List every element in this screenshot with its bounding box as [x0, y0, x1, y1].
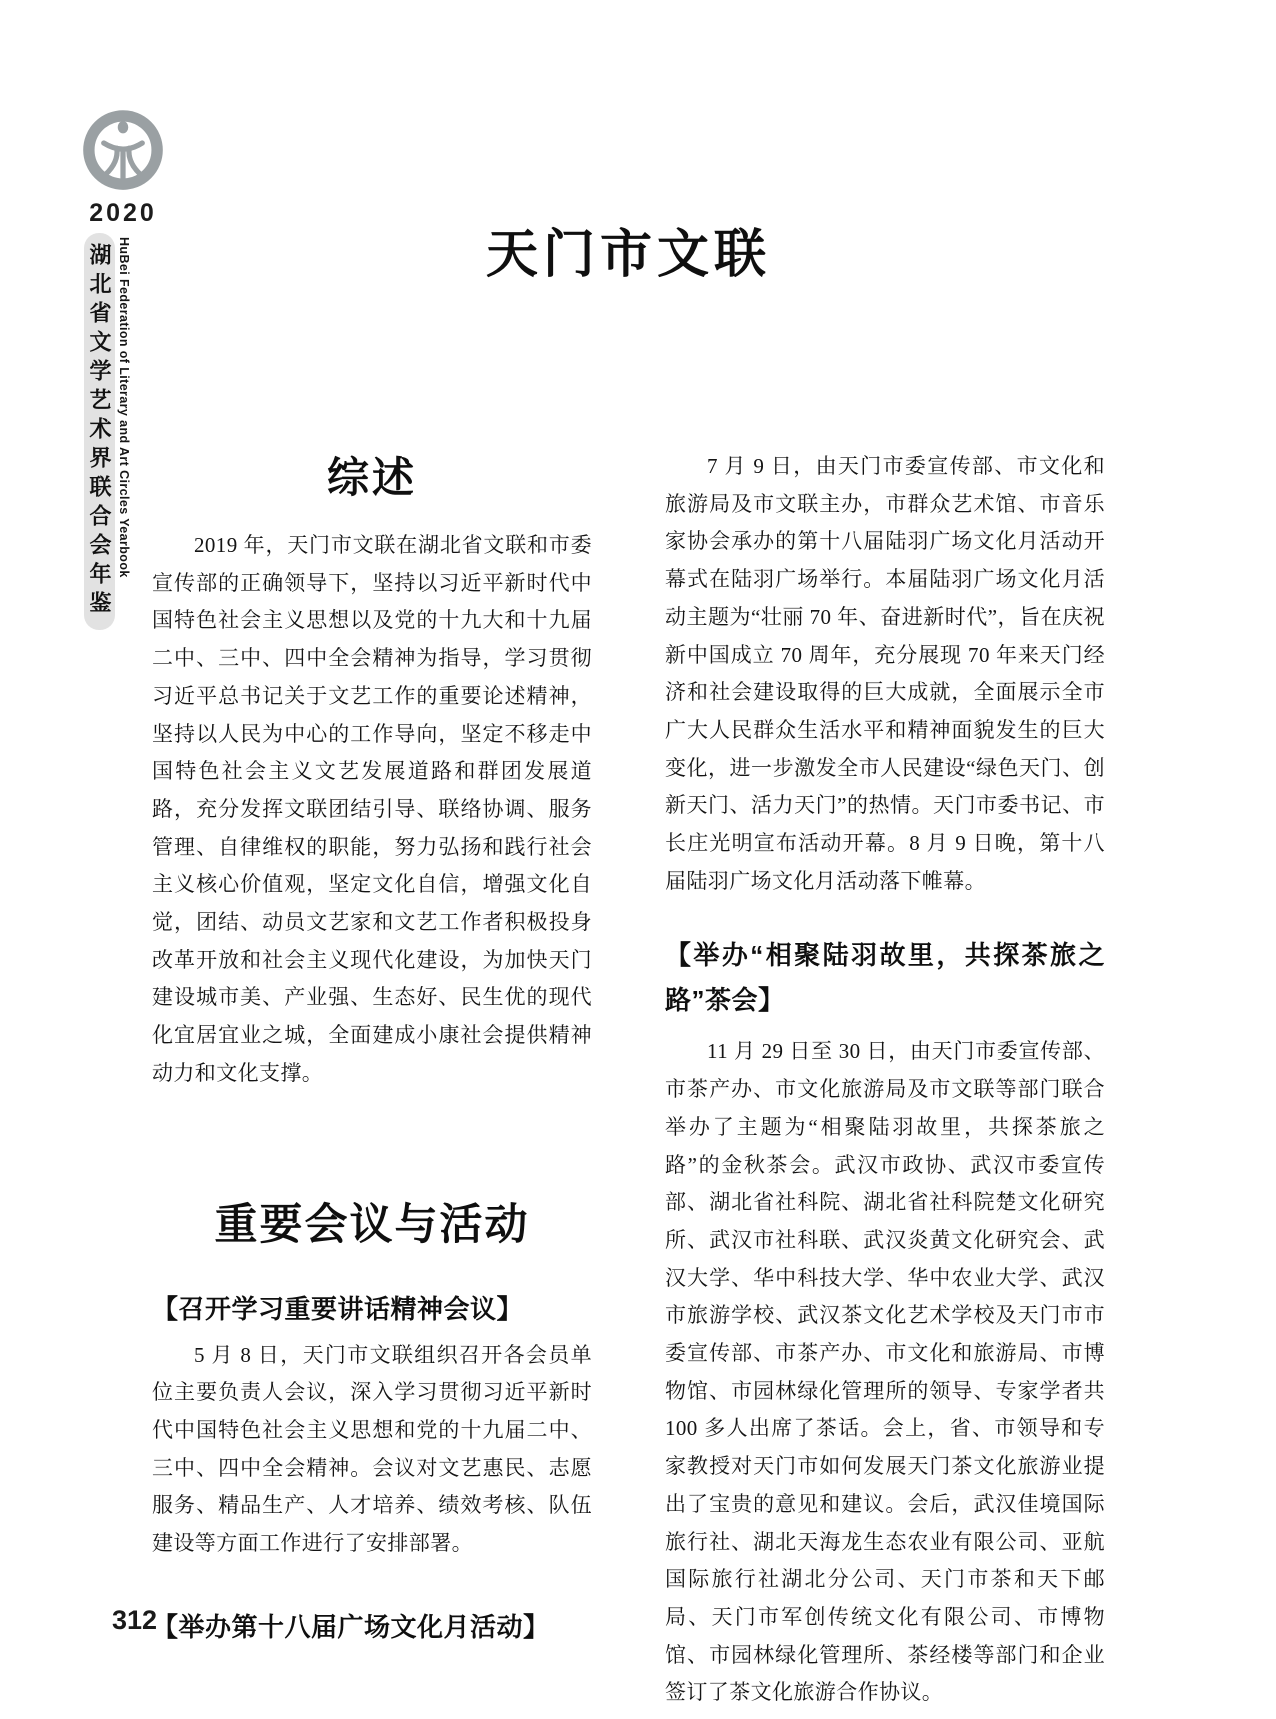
- left-column: [152, 445, 592, 1650]
- federation-emblem-icon: [79, 108, 167, 192]
- sidebar-vertical-title-zh: 湖北省文学艺术界联合会年鉴: [84, 233, 115, 630]
- overview-heading: 综述: [326, 454, 417, 501]
- sidebar-vertical-title-en: HuBei Federation of Literary and Art Circles Yearbook: [117, 237, 131, 578]
- page-title: 天门市文联: [485, 227, 771, 284]
- right-column: [665, 448, 1105, 1712]
- item-heading-study-meeting: 【召开学习重要讲话精神会议】: [152, 1293, 524, 1324]
- item-paragraph-culture-month: 7 月 9 日，由天门市委宣传部、市文化和旅游局及市文联主办，市群众艺术馆、市音乐家协会承办的第十八届陆羽广场文化月活动开幕式在陆羽广场举行。本届陆羽广场文化月活动主题为“壮丽 70 年、奋进新时代”，旨在庆祝新中国成立 70 周年，充分展现 70 年来天门经济和社会建设取得的巨大成就，全面展示全市广大人民群众生活水平和精神面貌发生的巨大变化，进一步激发全市人民建设“绿色天门、创新天门、活力天门”的热情。天门市委书记、市长庄光明宣布活动开幕。8 月 9 日晚，第十八届陆羽广场文化月活动落下帷幕。: [665, 454, 1105, 893]
- item-heading-tea-party: 【举办“相聚陆羽故里，共探茶旅之路”茶会】: [665, 940, 1105, 1016]
- overview-paragraph: 2019 年，天门市文联在湖北省文联和市委宣传部的正确领导下，坚持以习近平新时代中国特色社会主义思想以及党的十九大和十九届二中、三中、四中全会精神为指导，学习贯彻习近平总书记关于文艺工作的重要论述精神，坚持以人民为中心的工作导向，坚定不移走中国特色社会主义文艺发展道路和群团发展道路，充分发挥文联团结引导、联络协调、服务管理、自律维权的职能，努力弘扬和践行社会主义核心价值观，坚定文化自信，增强文化自觉，团结、动员文艺家和文艺工作者积极投身改革开放和社会主义现代化建设，为加快天门建设城市美、产业强、生态好、民生优的现代化宜居宜业之城，全面建成小康社会提供精神动力和文化支撑。: [152, 533, 592, 1085]
- page-number: 312: [112, 1605, 158, 1635]
- item-paragraph-study-meeting: 5 月 8 日，天门市文联组织召开各会员单位主要负责人会议，深入学习贯彻习近平新时代中国特色社会主义思想和党的十九届二中、三中、四中全会精神。会议对文艺惠民、志愿服务、精品生产、人才培养、绩效考核、队伍建设等方面工作进行了安排部署。: [152, 1342, 592, 1556]
- logo-block: [76, 108, 170, 228]
- item-heading-culture-month: 【举办第十八届广场文化月活动】: [152, 1611, 550, 1642]
- year-badge: 2020: [89, 199, 157, 227]
- meetings-heading: 重要会议与活动: [214, 1200, 530, 1249]
- item-paragraph-tea-party: 11 月 29 日至 30 日，由天门市委宣传部、市茶产办、市文化旅游局及市文联等部门联合举办了主题为“相聚陆羽故里，共探茶旅之路”的金秋茶会。武汉市政协、武汉市委宣传部、湖北省社科院、湖北省社科院楚文化研究所、武汉市社科联、武汉炎黄文化研究会、武汉大学、华中科技大学、华中农业大学、武汉市旅游学校、武汉茶文化艺术学校及天门市市委宣传部、市茶产办、市文化和旅游局、市博物馆、市园林绿化管理所的领导、专家学者共 100 多人出席了茶话。会上，省、市领导和专家教授对天门市如何发展天门茶文化旅游业提出了宝贵的意见和建议。会后，武汉佳境国际旅行社、湖北天海龙生态农业有限公司、亚航国际旅行社湖北分公司、天门市茶和天下邮局、天门市军创传统文化有限公司、市博物馆、市园林绿化管理所、茶经楼等部门和企业签订了茶文化旅游合作协议。: [665, 1039, 1105, 1705]
